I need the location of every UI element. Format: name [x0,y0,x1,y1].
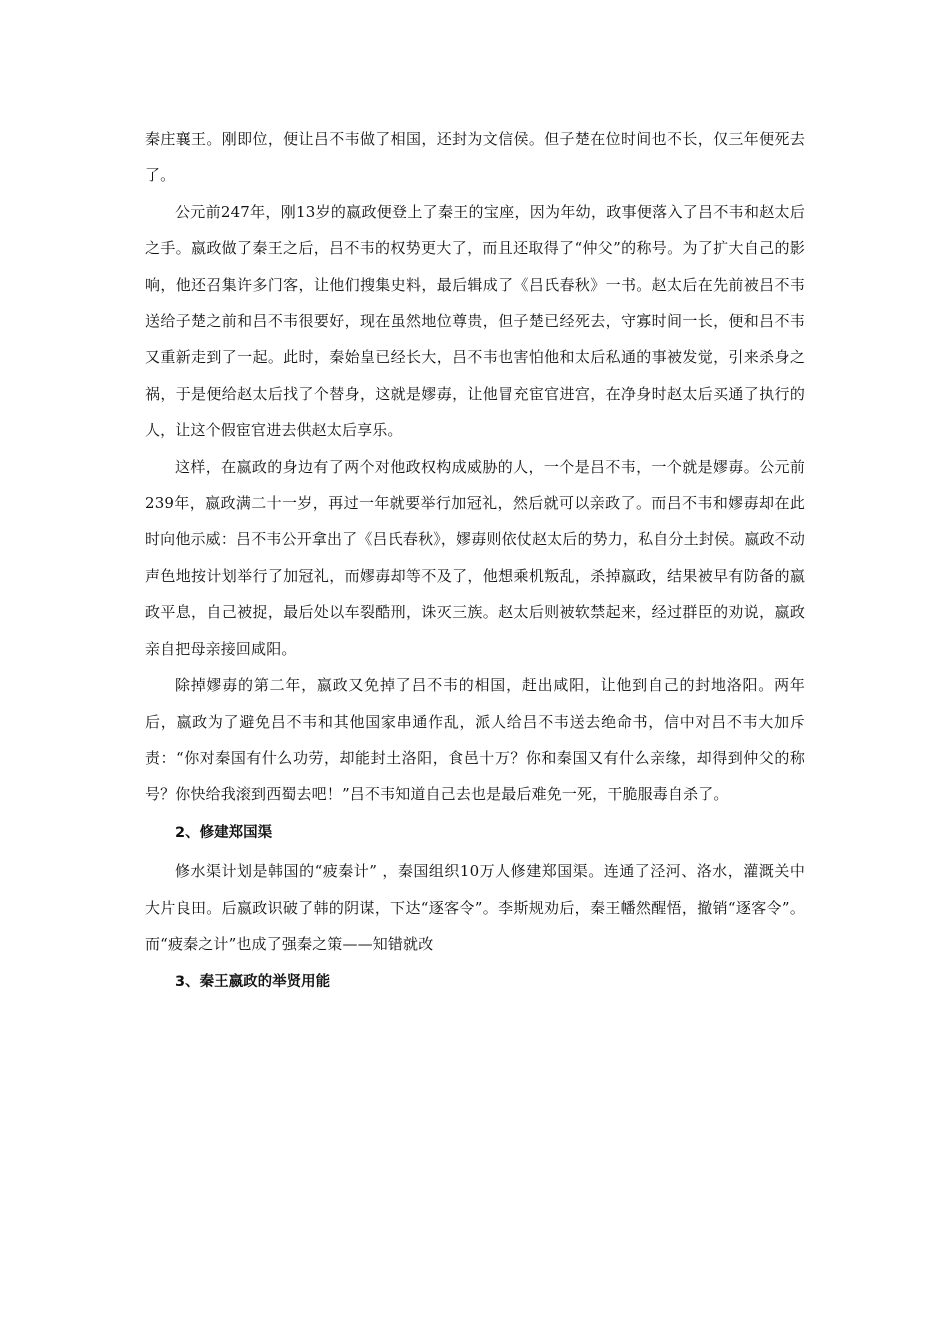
paragraph-ying-zheng-throne: 公元前247年，刚13岁的嬴政便登上了秦王的宝座，因为年幼，政事便落入了吕不韦和赵太后之手。嬴政做了秦王之后，吕不韦的权势更大了，而且还取得了“仲父”的称号。为了扩大自己的影响，他还召集许多门客，让他们搜集史料，最后辑成了《吕氏春秋》一书。赵太后在先前被吕不韦送给子楚之前和吕不韦很要好，现在虽然地位尊贵，但子楚已经死去，守寡时间一长，便和吕不韦又重新走到了一起。此时，秦始皇已经长大，吕不韦也害怕他和太后私通的事被发觉，引来杀身之祸，于是便给赵太后找了个替身，这就是嫪毐，让他冒充宦官进宫，在净身时赵太后买通了执行的人，让这个假宦官进去供赵太后享乐。 [145,202,805,440]
document-page [145,121,805,1001]
paragraph-continuation: 秦庄襄王。刚即位，便让吕不韦做了相国，还封为文信侯。但子楚在位时间也不长，仅三年便死去了。 [145,130,805,185]
paragraph-zhengguo-canal: 修水渠计划是韩国的“疲秦计” ，秦国组织10万人修建郑国渠。连通了泾河、洛水，灌溉关中大片良田。后嬴政识破了韩的阴谋，下达“逐客令”。李斯规劝后，秦王幡然醒悟，撤销“逐客令”。而“疲秦之计”也成了强秦之策——知错就改 [145,862,805,953]
section-heading-zhengguo-canal: 2、修建郑国渠 [175,824,273,841]
paragraph-lv-buwei-removal: 除掉嫪毐的第二年，嬴政又免掉了吕不韦的相国，赶出咸阳，让他到自己的封地洛阳。两年后，嬴政为了避免吕不韦和其他国家串通作乱，派人给吕不韦送去绝命书，信中对吕不韦大加斥责：“你对秦国有什么功劳，却能封土洛阳，食邑十万？你和秦国又有什么亲缘，却得到仲父的称号？你快给我滚到西蜀去吧！”吕不韦知道自己去也是最后难免一死，干脆服毒自杀了。 [145,676,805,804]
section-heading-talent: 3、秦王嬴政的举贤用能 [175,974,331,991]
paragraph-two-threats: 这样，在嬴政的身边有了两个对他政权构成威胁的人，一个是吕不韦，一个就是嫪毐。公元前239年，嬴政满二十一岁，再过一年就要举行加冠礼，然后就可以亲政了。而吕不韦和嫪毐却在此时向他示威：吕不韦公开拿出了《吕氏春秋》，嫪毐则依仗赵太后的势力，私自分土封侯。嬴政不动声色地按计划举行了加冠礼，而嫪毐却等不及了，他想乘机叛乱，杀掉嬴政，结果被早有防备的嬴政平息，自己被捉，最后处以车裂酷刑，诛灭三族。赵太后则被软禁起来，经过群臣的劝说，嬴政亲自把母亲接回咸阳。 [145,457,805,658]
